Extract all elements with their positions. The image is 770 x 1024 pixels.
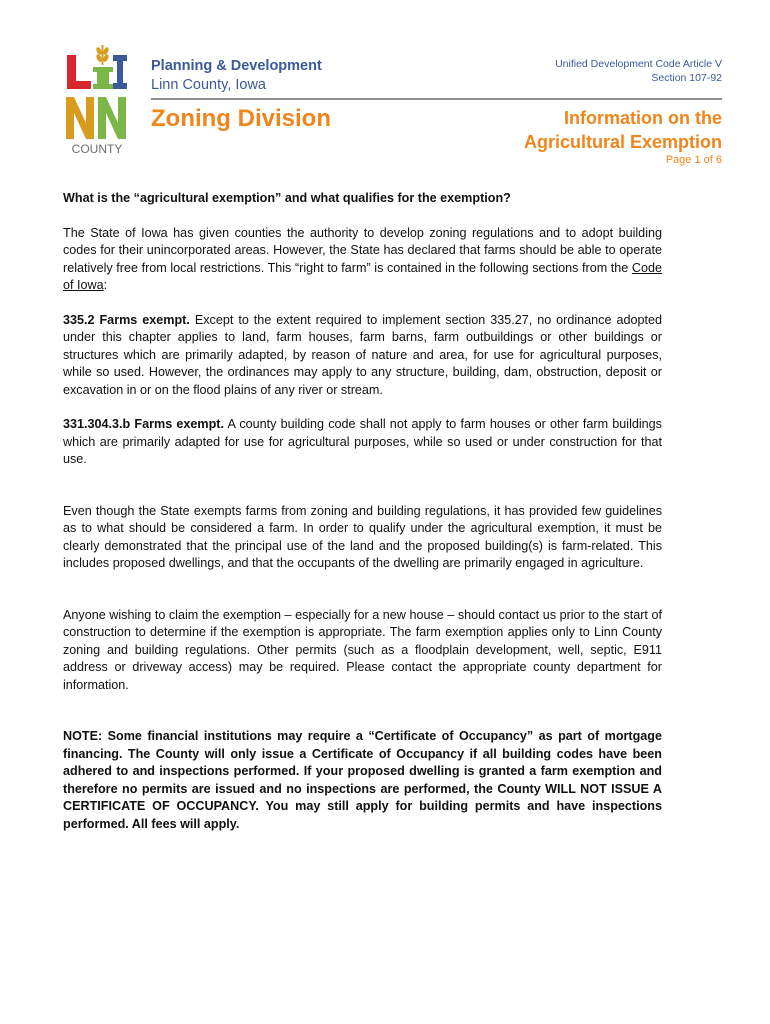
- department-block: [151, 58, 322, 95]
- code-of-iowa-reference: Code of Iowa: [63, 260, 662, 292]
- contact-paragraph: Anyone wishing to claim the exemption – especially for a new house – should contact us prior to the start of construction to determine if the exemption is appropriate. The farm exemption applies only to Linn County zoning and building regulations. Other permits (such as a floodplain development, well, septic, E911 address or driveway access) may be required. Please contact the appropriate county department for information.: [63, 607, 662, 692]
- county-name: Linn County, Iowa: [151, 77, 266, 93]
- code-section: Section 107-92: [651, 72, 722, 84]
- header-divider: [151, 98, 722, 100]
- department-name: Planning & Development: [151, 58, 322, 74]
- document-title: [524, 106, 722, 154]
- page-number: Page 1 of 6: [665, 154, 722, 166]
- section-331-304-paragraph: [63, 416, 662, 469]
- wheat-icon: [95, 45, 109, 65]
- section-335-2-text: Except to the extent required to implement section 335.27, no ordinance adopted under this chapter applies to land, farm houses, farm barns, farm outbuildings or other buildings or structures which are primarily adapted, by reason of nature and area, for use for agricultural purposes, while so used. However, the ordinances may apply to any structure, building, dam, obstruction, deposit or excavation in or on the flood plains of any river or stream.: [63, 312, 662, 397]
- section-335-2-paragraph: [63, 312, 662, 400]
- section-331-304-text: A county building code shall not apply to farm houses or other farm buildings which are primarily adapted for use for agricultural purposes, while so used or under construction for that use.: [63, 417, 662, 466]
- document-body: [63, 190, 662, 833]
- code-reference: [555, 57, 722, 85]
- intro-paragraph: [63, 225, 662, 295]
- division-title: Zoning Division: [151, 105, 331, 132]
- question-heading: What is the “agricultural exemption” and what qualifies for the exemption?: [63, 191, 511, 205]
- code-article: Unified Development Code Article V: [555, 58, 722, 70]
- section-335-2-label: 335.2 Farms exempt.: [63, 312, 190, 327]
- document-title-line2: Agricultural Exemption: [523, 132, 722, 152]
- logo-wordmark: COUNTY: [71, 142, 123, 156]
- certificate-note: NOTE: Some financial institutions may require a “Certificate of Occupancy” as part of mortgage financing. The County will only issue a Certificate of Occupancy if all building codes have been adhered to and inspections performed. If your proposed dwelling is granted a farm exemption and therefore no permits are issued and no inspections are performed, the County WILL NOT ISSUE A CERTIFICATE OF OCCUPANCY. You may still apply for building permits and have inspections performed. All fees will apply.: [63, 729, 662, 831]
- section-331-304-label: 331.304.3.b Farms exempt.: [63, 417, 224, 431]
- linn-county-logo: [64, 43, 130, 157]
- intro-end: :: [103, 278, 108, 292]
- farm-definition-paragraph: Even though the State exempts farms from zoning and building regulations, it has provided few guidelines as to what should be considered a farm. In order to qualify under the agricultural exemption, it must be clearly demonstrated that the principal use of the land and the proposed building(s) is farm-related. This includes proposed dwellings, and that the occupants of the dwelling are primarily engaged in agriculture.: [63, 503, 662, 570]
- document-title-line1: Information on the: [564, 108, 722, 128]
- intro-text: The State of Iowa has given counties the authority to develop zoning regulations and to adopt building codes for their unincorporated areas. However, the State has declared that farms should be able to operate relatively free from local restrictions. This “right to farm” is contained in the following sections from the: [63, 225, 662, 275]
